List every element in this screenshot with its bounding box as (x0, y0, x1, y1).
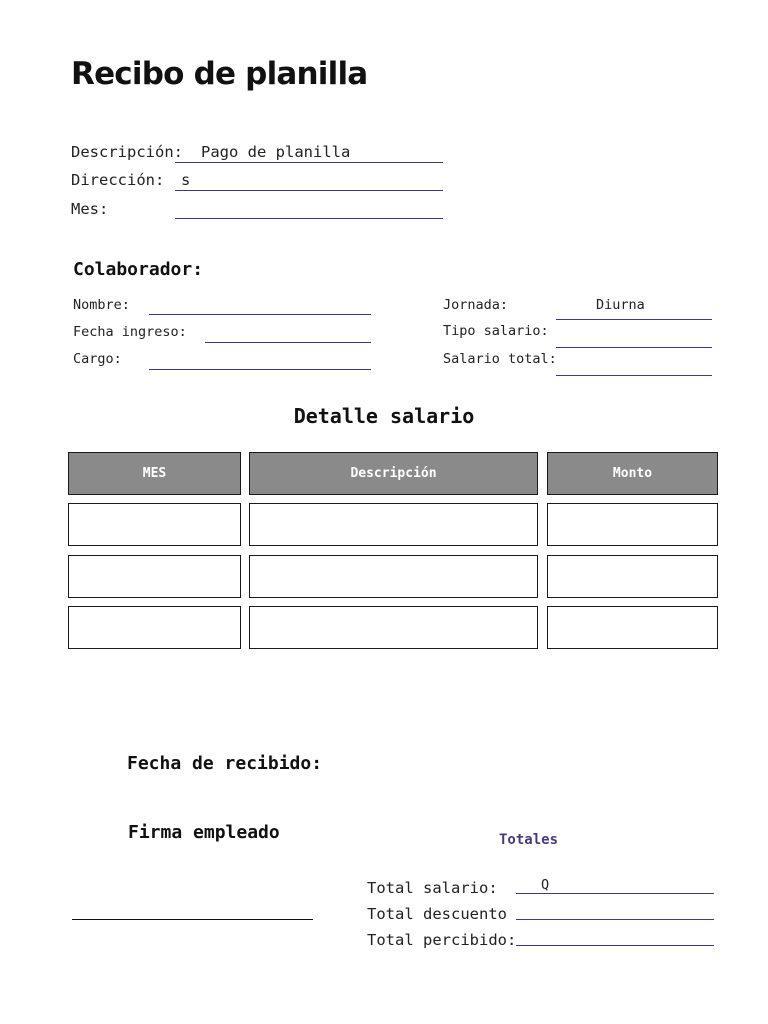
descripcion-label: Descripción: (71, 143, 183, 161)
salario-total-field[interactable] (556, 375, 712, 376)
fecha-recibido-label: Fecha de recibido: (127, 753, 323, 774)
descripcion-value: Pago de planilla (201, 143, 351, 161)
salario-total-label: Salario total: (443, 351, 557, 367)
direccion-label: Dirección: (71, 171, 165, 189)
table-cell-descripcion[interactable] (249, 503, 538, 546)
tipo-salario-field[interactable] (556, 347, 712, 348)
descripcion-field[interactable] (175, 162, 443, 163)
direccion-value: s (181, 171, 191, 189)
mes-label: Mes: (71, 200, 109, 218)
cargo-label: Cargo: (73, 351, 122, 367)
signature-line[interactable] (72, 919, 313, 920)
table-cell-mes[interactable] (68, 555, 241, 598)
direccion-field[interactable] (175, 190, 443, 191)
table-cell-descripcion[interactable] (249, 555, 538, 598)
column-header-descripcion: Descripción (249, 452, 538, 495)
total-descuento-label: Total descuento (367, 905, 507, 923)
total-descuento-field[interactable] (516, 919, 714, 920)
table-cell-mes[interactable] (68, 503, 241, 546)
detalle-heading: Detalle salario (293, 404, 475, 428)
total-salario-value: Q (541, 877, 550, 893)
column-header-mes: MES (68, 452, 241, 495)
table-cell-monto[interactable] (547, 606, 718, 649)
jornada-field[interactable] (556, 319, 712, 320)
total-salario-field[interactable] (516, 893, 714, 894)
mes-field[interactable] (175, 218, 443, 219)
total-percibido-field[interactable] (516, 945, 714, 946)
colaborador-heading: Colaborador: (73, 259, 204, 280)
column-header-monto: Monto (547, 452, 718, 495)
tipo-salario-label: Tipo salario: (443, 323, 549, 339)
fecha-ingreso-label: Fecha ingreso: (73, 324, 187, 340)
table-cell-descripcion[interactable] (249, 606, 538, 649)
nombre-label: Nombre: (73, 297, 130, 313)
firma-empleado-label: Firma empleado (128, 822, 280, 843)
jornada-label: Jornada: (443, 297, 509, 313)
page-title: Recibo de planilla (71, 56, 368, 92)
nombre-field[interactable] (149, 314, 371, 315)
table-cell-monto[interactable] (547, 555, 718, 598)
jornada-value: Diurna (596, 297, 645, 313)
fecha-ingreso-field[interactable] (205, 342, 371, 343)
total-percibido-label: Total percibido: (367, 931, 517, 949)
total-salario-label: Total salario: (367, 879, 498, 897)
cargo-field[interactable] (149, 369, 371, 370)
table-cell-mes[interactable] (68, 606, 241, 649)
totales-heading: Totales (499, 832, 559, 848)
table-cell-monto[interactable] (547, 503, 718, 546)
